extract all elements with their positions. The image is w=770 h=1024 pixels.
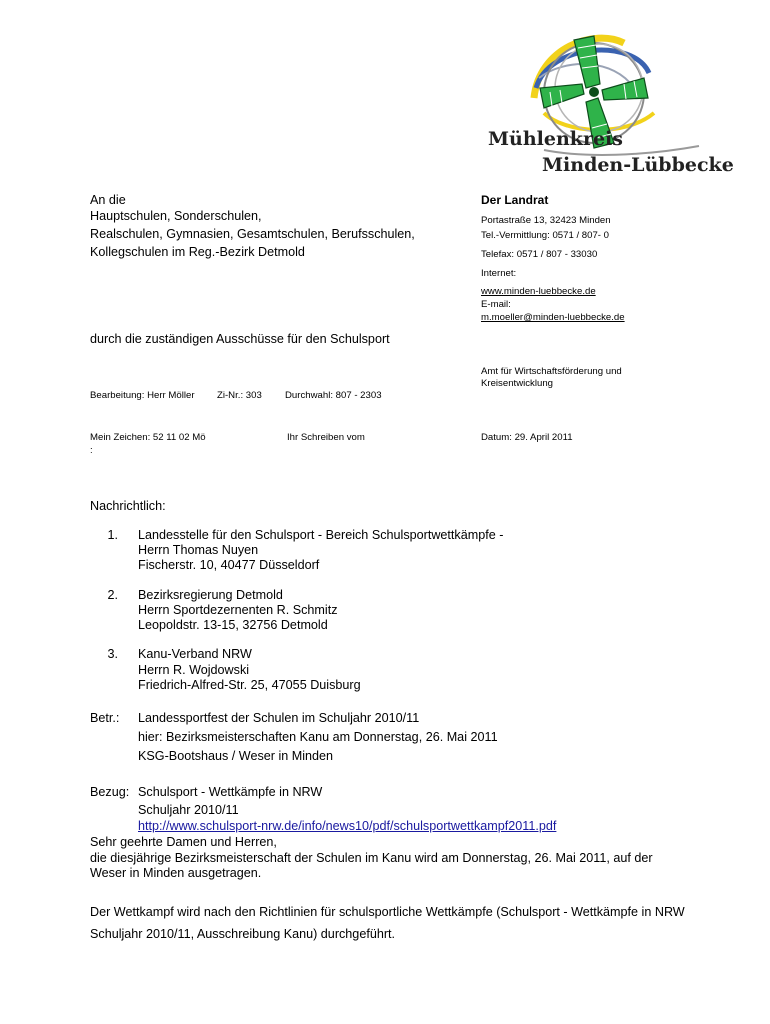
cc-item-line: Bezirksregierung Detmold (138, 588, 283, 602)
recipient-via: durch die zuständigen Ausschüsse für den Schulsport (90, 332, 390, 346)
subject-line-2: hier: Bezirksmeisterschaften Kanu am Donnerstag, 26. Mai 2011 (138, 730, 498, 744)
sender-address: Portastraße 13, 32423 Minden (481, 215, 611, 226)
salutation: Sehr geehrte Damen und Herren, (90, 835, 277, 849)
sender-phone: Tel.-Vermittlung: 0571 / 807- 0 (481, 230, 609, 241)
regarding-label: Bezug: (90, 785, 130, 799)
subject-label: Betr.: (90, 711, 120, 725)
ref-extension: Durchwahl: 807 - 2303 (285, 390, 382, 401)
sender-title: Der Landrat (481, 193, 549, 207)
sender-email-label: E-mail: (481, 299, 511, 310)
sender-internet-label: Internet: (481, 268, 517, 279)
sender-department-2: Kreisentwicklung (481, 378, 553, 389)
recipient-line-3: Realschulen, Gymnasien, Gesamtschulen, Berufsschulen, (90, 227, 415, 241)
regarding-line-1: Schulsport - Wettkämpfe in NRW (138, 785, 323, 799)
cc-item-line: Fischerstr. 10, 40477 Düsseldorf (138, 558, 320, 572)
cc-item-line: Leopoldstr. 13-15, 32756 Detmold (138, 618, 328, 632)
body-para2-line2: Schuljahr 2010/11, Ausschreibung Kanu) durchgeführt. (90, 927, 396, 941)
cc-item-line: Friedrich-Alfred-Str. 25, 47055 Duisburg (138, 678, 361, 692)
subject-line-3: KSG-Bootshaus / Weser in Minden (138, 749, 334, 763)
cc-item-line: Herrn Sportdezernenten R. Schmitz (138, 603, 338, 617)
mühlenkreis-logo (474, 18, 734, 178)
cc-item-line: Herrn R. Wojdowski (138, 663, 250, 677)
ref-date: Datum: 29. April 2011 (481, 432, 573, 443)
recipient-line-2: Hauptschulen, Sonderschulen, (90, 209, 262, 223)
sender-email-link[interactable]: m.moeller@minden-luebbecke.de (481, 312, 625, 323)
sender-fax: Telefax: 0571 / 807 - 33030 (481, 249, 598, 260)
regarding-pdf-link[interactable]: http://www.schulsport-nrw.de/info/news10/pdf/schulsportwettkampf2011.pdf (138, 819, 557, 833)
subject-line-1: Landessportfest der Schulen im Schuljahr 2010/11 (138, 711, 420, 725)
ref-our-reference-cont: : (90, 445, 93, 456)
ref-our-reference: Mein Zeichen: 52 11 02 Mö (90, 432, 206, 443)
cc-item-line: Herrn Thomas Nuyen (138, 543, 259, 557)
ref-room: Zi-Nr.: 303 (217, 390, 262, 401)
regarding-line-2: Schuljahr 2010/11 (138, 803, 239, 817)
sender-department-1: Amt für Wirtschaftsförderung und (481, 366, 622, 377)
recipient-line-1: An die (90, 193, 126, 207)
sender-website-link[interactable]: www.minden-luebbecke.de (481, 286, 596, 297)
cc-item-number: 3. (107, 647, 118, 661)
ref-clerk: Bearbeitung: Herr Möller (90, 390, 195, 401)
ref-your-letter: Ihr Schreiben vom (287, 432, 365, 443)
cc-heading: Nachrichtlich: (90, 499, 166, 513)
cc-item-line: Kanu-Verband NRW (138, 647, 252, 661)
logo-line2: Minden-Lübbecke (542, 154, 734, 176)
body-para1-line1: die diesjährige Bezirksmeisterschaft der Schulen im Kanu wird am Donnerstag, 26. Mai 2011, auf der (90, 851, 653, 865)
cc-item-number: 2. (107, 588, 118, 602)
recipient-line-4: Kollegschulen im Reg.-Bezirk Detmold (90, 245, 305, 259)
body-para1-line2: Weser in Minden ausgetragen. (90, 866, 262, 880)
body-para2-line1: Der Wettkampf wird nach den Richtlinien für schulsportliche Wettkämpfe (Schulsport - Wettkämpfe in NRW (90, 905, 685, 919)
cc-item-number: 1. (107, 528, 118, 542)
cc-item-line: Landesstelle für den Schulsport - Bereich Schulsportwettkämpfe - (138, 528, 504, 542)
logo-line1: Mühlenkreis (488, 128, 623, 150)
